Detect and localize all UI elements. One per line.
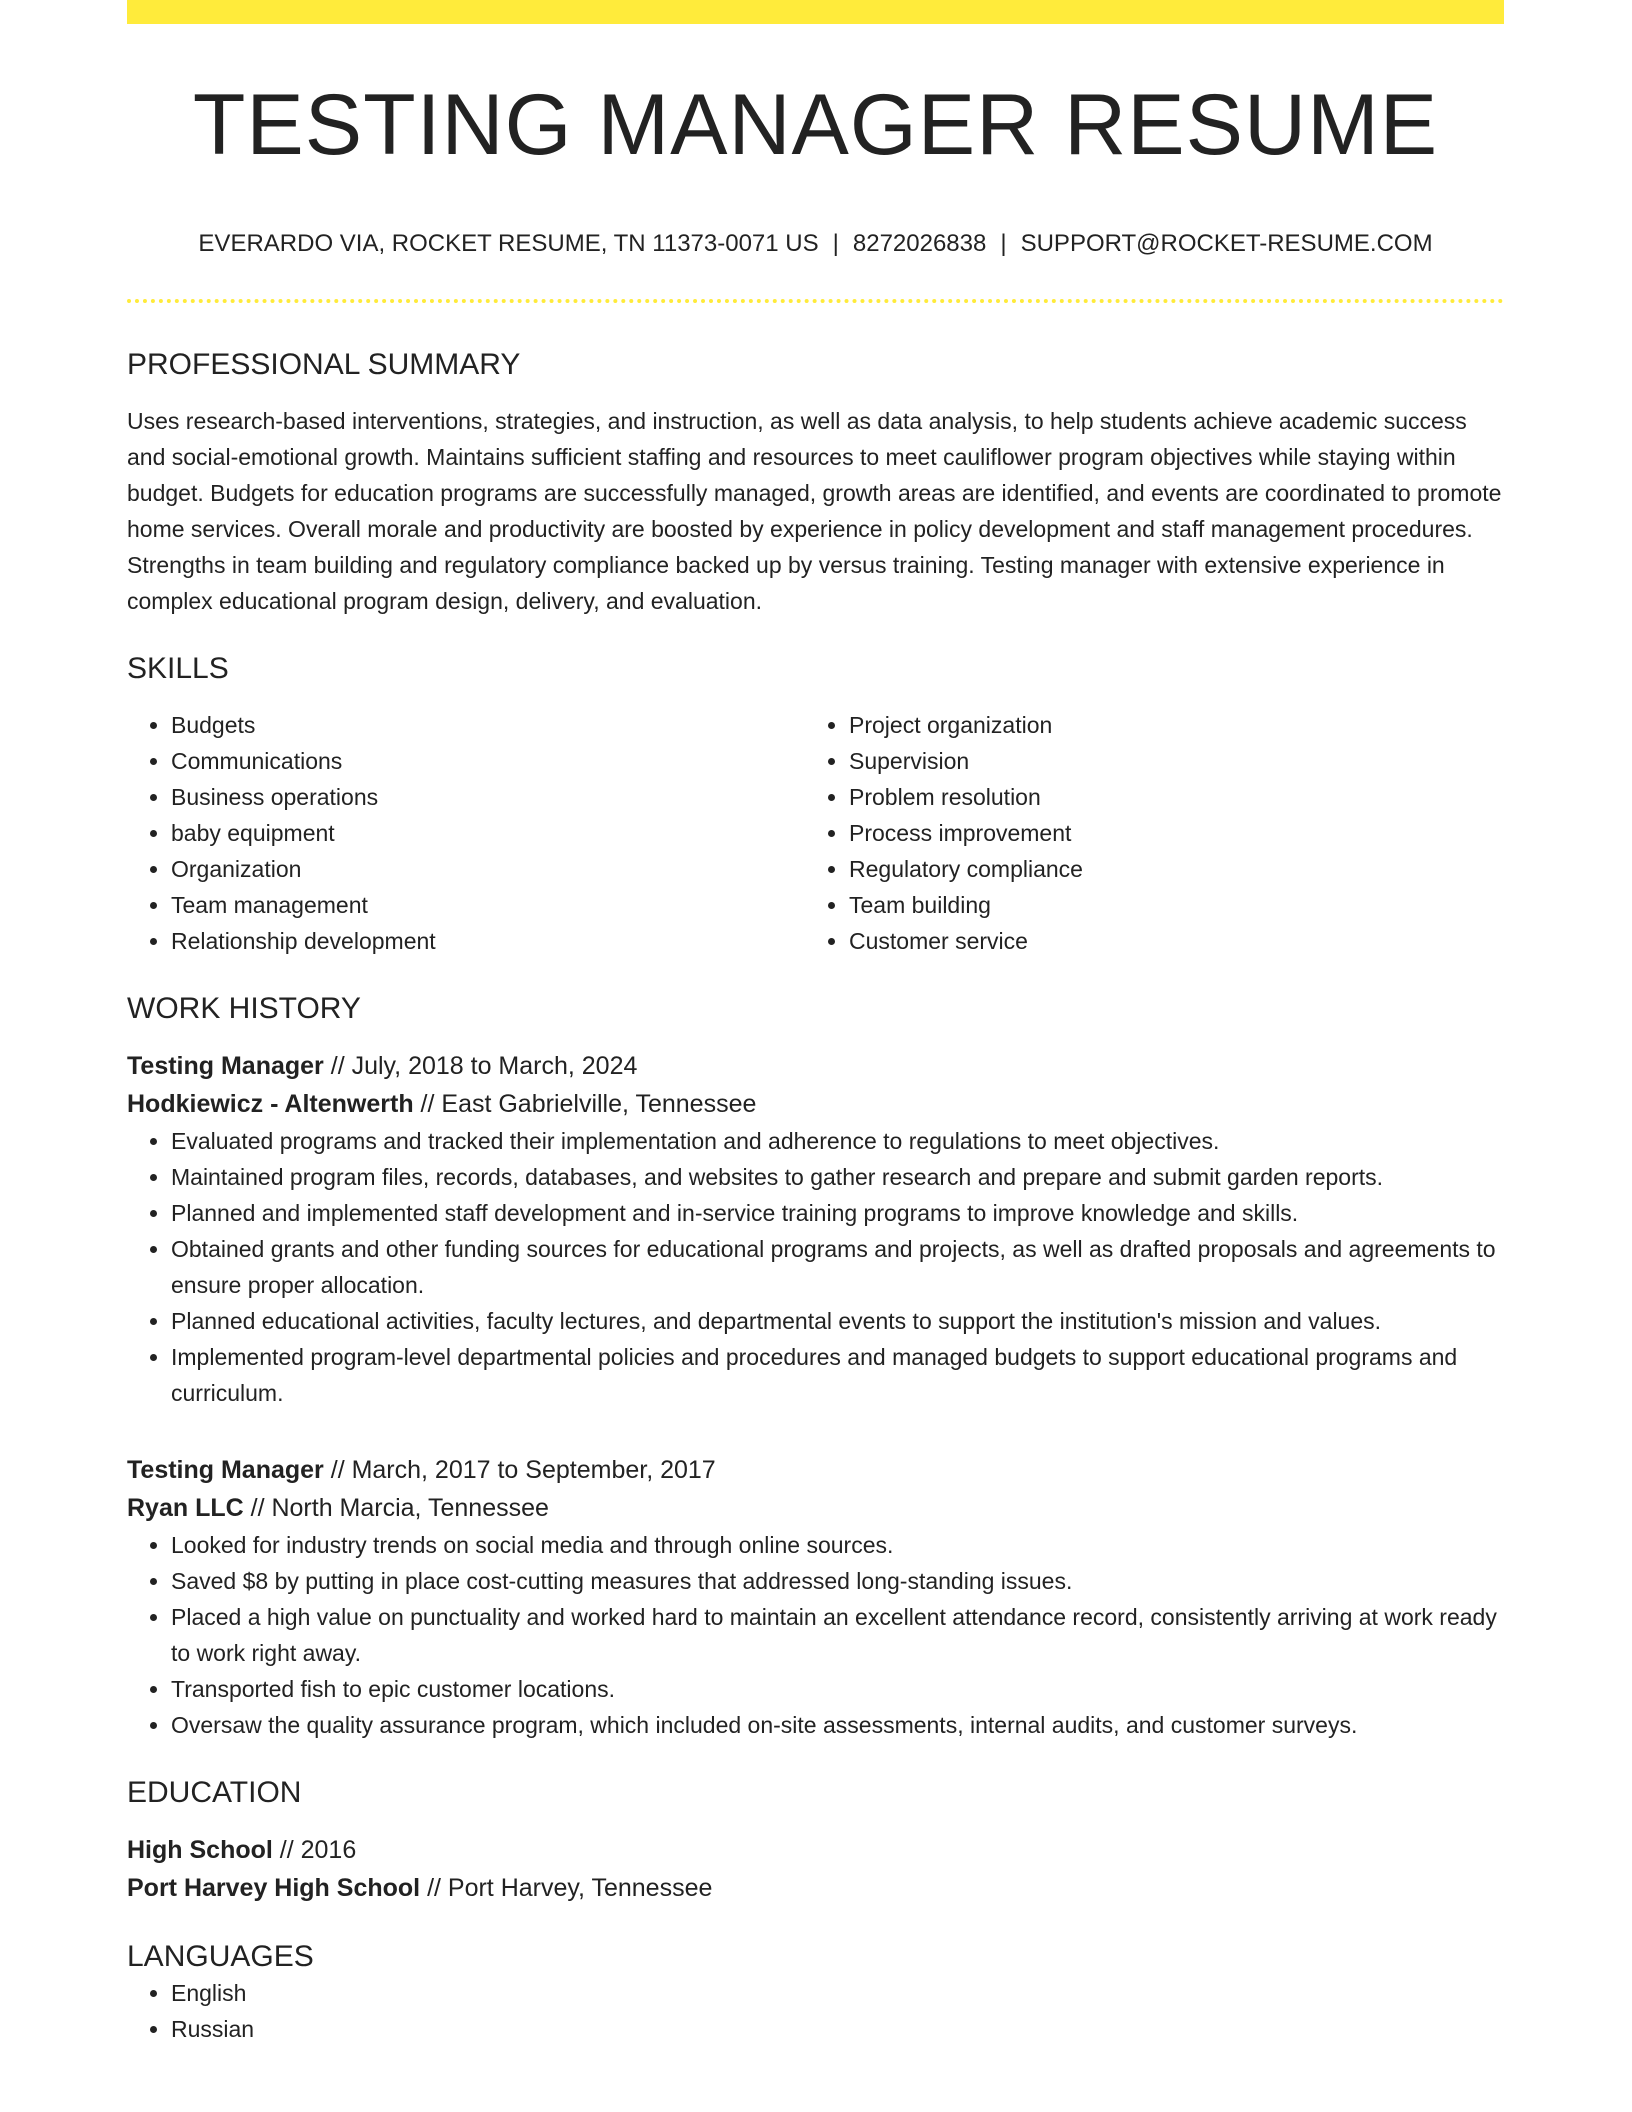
job-location: // East Gabrielville, Tennessee	[413, 1089, 757, 1118]
work-history-heading: WORK HISTORY	[127, 991, 361, 1025]
education-school: Port Harvey High School	[127, 1873, 421, 1902]
job-bullet: • Saved $8 by putting in place cost-cutting measures that addressed long-standing issues.	[171, 1563, 1504, 1599]
skill-item: • Team building	[849, 887, 1483, 923]
education-heading: EDUCATION	[127, 1775, 302, 1809]
job-location: // North Marcia, Tennessee	[243, 1493, 549, 1522]
job-title: Testing Manager	[127, 1455, 324, 1484]
job-bullet: • Obtained grants and other funding sources for educational programs and projects, as well as drafted proposals and agreements to ensure proper allocation.	[171, 1231, 1504, 1303]
job-bullet: • Placed a high value on punctuality and worked hard to maintain an excellent attendance record, consistently arriving at work ready to work right away.	[171, 1599, 1504, 1671]
skill-item: • Supervision	[849, 743, 1483, 779]
skills-heading: SKILLS	[127, 651, 229, 685]
language-item: • Russian	[171, 2011, 1504, 2047]
job-entry	[127, 1047, 1504, 1411]
job-title-line	[127, 1451, 1504, 1489]
dotted-divider	[127, 299, 1504, 303]
skill-item: • Team management	[171, 887, 805, 923]
job-bullet: • Planned educational activities, faculty lectures, and departmental events to support the institution's mission and values.	[171, 1303, 1504, 1339]
skill-item: • Relationship development	[171, 923, 805, 959]
contact-line	[127, 230, 1504, 259]
skill-item: • Organization	[171, 851, 805, 887]
skills-list	[127, 707, 1504, 959]
job-bullet: • Maintained program files, records, databases, and websites to gather research and prepare and submit garden reports.	[171, 1159, 1504, 1195]
job-company: Hodkiewicz - Altenwerth	[127, 1089, 414, 1118]
skill-item: • Customer service	[849, 923, 1483, 959]
job-bullets	[127, 1527, 1504, 1743]
education-entry	[127, 1831, 1504, 1907]
summary-heading: PROFESSIONAL SUMMARY	[127, 347, 521, 381]
skills-column-left	[127, 707, 805, 959]
languages-heading: LANGUAGES	[127, 1939, 314, 1973]
languages-list	[127, 1975, 1504, 2047]
education-degree-line	[127, 1831, 1504, 1869]
job-company: Ryan LLC	[127, 1493, 244, 1522]
resume-page	[127, 0, 1504, 2047]
skill-item: • Process improvement	[849, 815, 1483, 851]
skills-column-right	[805, 707, 1483, 959]
skill-item: • Problem resolution	[849, 779, 1483, 815]
education-year: // 2016	[272, 1835, 357, 1864]
language-item: • English	[171, 1975, 1504, 2011]
job-bullet: • Evaluated programs and tracked their implementation and adherence to regulations to meet objectives.	[171, 1123, 1504, 1159]
education-location: // Port Harvey, Tennessee	[420, 1873, 713, 1902]
skill-item: • Business operations	[171, 779, 805, 815]
job-company-line	[127, 1489, 1504, 1527]
job-entry	[127, 1451, 1504, 1743]
summary-text: Uses research-based interventions, strategies, and instruction, as well as data analysis, to help students achieve academic success and social-emotional growth. Maintains sufficient staffing and resources to meet cauliflower program objectives while staying within budget. Budgets for education programs are successfully managed, growth areas are identified, and events are coordinated to promote home services. Overall morale and productivity are boosted by experience in policy development and staff management procedures. Strengths in team building and regulatory compliance backed up by versus training. Testing manager with extensive experience in complex educational program design, delivery, and evaluation.	[127, 407, 1502, 614]
contact-separator: |	[1000, 230, 1007, 257]
job-bullet: • Transported fish to epic customer locations.	[171, 1671, 1504, 1707]
education-school-line	[127, 1869, 1504, 1907]
contact-address: EVERARDO VIA, ROCKET RESUME, TN 11373-0071 US	[198, 230, 819, 257]
job-bullets	[127, 1123, 1504, 1411]
contact-phone: 8272026838	[852, 230, 987, 257]
job-bullet: • Planned and implemented staff development and in-service training programs to improve knowledge and skills.	[171, 1195, 1504, 1231]
job-bullet: • Looked for industry trends on social media and through online sources.	[171, 1527, 1504, 1563]
job-company-line	[127, 1085, 1504, 1123]
contact-email: SUPPORT@ROCKET-RESUME.COM	[1020, 230, 1433, 257]
job-bullet: • Implemented program-level departmental policies and procedures and managed budgets to support educational programs and curriculum.	[171, 1339, 1504, 1411]
skill-item: • Project organization	[849, 707, 1483, 743]
accent-top-bar	[127, 0, 1504, 24]
contact-separator: |	[832, 230, 839, 257]
skill-item: • baby equipment	[171, 815, 805, 851]
resume-title: TESTING MANAGER RESUME	[192, 77, 1439, 173]
skill-item: • Regulatory compliance	[849, 851, 1483, 887]
job-dates: // July, 2018 to March, 2024	[323, 1051, 638, 1080]
job-title: Testing Manager	[127, 1051, 324, 1080]
skill-item: • Budgets	[171, 707, 805, 743]
job-dates: // March, 2017 to September, 2017	[323, 1455, 716, 1484]
skill-item: • Communications	[171, 743, 805, 779]
job-title-line	[127, 1047, 1504, 1085]
job-bullet: • Oversaw the quality assurance program, which included on-site assessments, internal audits, and customer surveys.	[171, 1707, 1504, 1743]
education-degree: High School	[127, 1835, 273, 1864]
